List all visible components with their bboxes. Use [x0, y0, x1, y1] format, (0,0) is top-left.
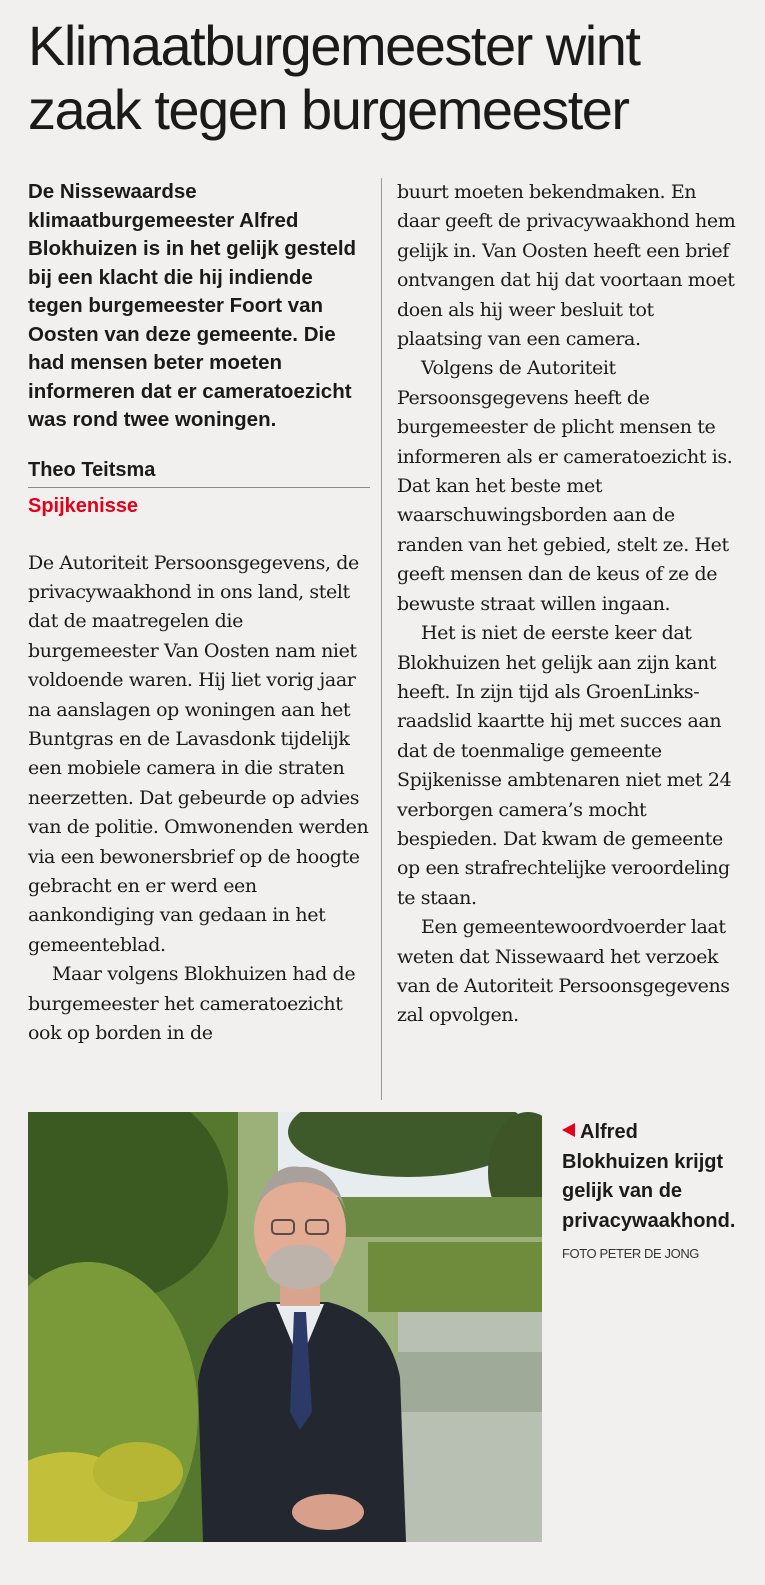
headline: Klimaatburgemeester wint zaak tegen burgemeester — [28, 14, 640, 141]
dateline-location: Spijkenisse — [28, 494, 139, 517]
body-paragraph: Volgens de Autoriteit Persoonsgegevens heeft de burgemeester de plicht mensen te informeren als er cameratoezicht is. Dat kan het beste met waarschuwingsborden aan de randen van het gebied, stelt ze. Het geeft mensen dan de keus of ze de bewuste straat willen ingaan. — [397, 357, 733, 615]
body-paragraph: Het is niet de eerste keer dat Blokhuizen het gelijk aan zijn kant heeft. In zijn tijd als GroenLinks-raadslid kaartte hij met succes aan dat de toenmalige gemeente Spijkenisse ambtenaren niet met 24 verborgen camera’s mocht bespieden. Dat kwam de gemeente op een strafrechtelijke veroordeling te staan. — [397, 622, 732, 909]
article-photo — [28, 1112, 542, 1542]
body-paragraph: Een gemeentewoordvoerder laat weten dat Nissewaard het verzoek van de Autoriteit Persoonsgegevens zal opvolgen. — [397, 916, 730, 1027]
body-right — [397, 178, 742, 1031]
right-column — [397, 178, 742, 1031]
photo-caption — [562, 1118, 747, 1261]
body-paragraph: Maar volgens Blokhuizen had de burgemeester het cameratoezicht ook op borden in de — [28, 963, 356, 1044]
caption-label: Alfred Blokhuizen krijgt gelijk van de privacywaakhond. — [562, 1121, 736, 1232]
photo-credit: FOTO PETER DE JONG — [562, 1246, 700, 1261]
caption-text — [562, 1118, 747, 1236]
body-paragraph: buurt moeten bekendmaken. En daar geeft de privacywaakhond hem gelijk in. Van Oosten heeft een brief ontvangen dat hij dat voortaan moet doen als hij weer besluit tot plaatsing van een camera. — [397, 181, 736, 351]
left-triangle-arrow-icon — [562, 1123, 575, 1137]
intro-paragraph: De Nissewaardse klimaatburgemeester Alfred Blokhuizen is in het gelijk gesteld bij een klacht die hij indiende tegen burgemeester Foort van Oosten van deze gemeente. Die had mensen beter moeten informeren dat er cameratoezicht was rond twee woningen. — [28, 180, 357, 431]
left-column — [28, 178, 370, 1048]
column-divider — [381, 178, 382, 1100]
author-byline: Theo Teitsma — [28, 457, 370, 488]
body-paragraph: De Autoriteit Persoonsgegevens, de privacywaakhond in ons land, stelt dat de maatregelen die burgemeester Van Oosten nam niet voldoende waren. Hij liet vorig jaar na aanslagen op woningen aan het Buntgras en de Lavasdonk tijdelijk een mobiele camera in die straten neerzetten. Dat gebeurde op advies van de politie. Omwonenden werden via een bewonersbrief op de hoogte gebracht en er werd een aankondiging van gedaan in het gemeenteblad. — [28, 551, 369, 956]
body-left — [28, 549, 370, 1049]
